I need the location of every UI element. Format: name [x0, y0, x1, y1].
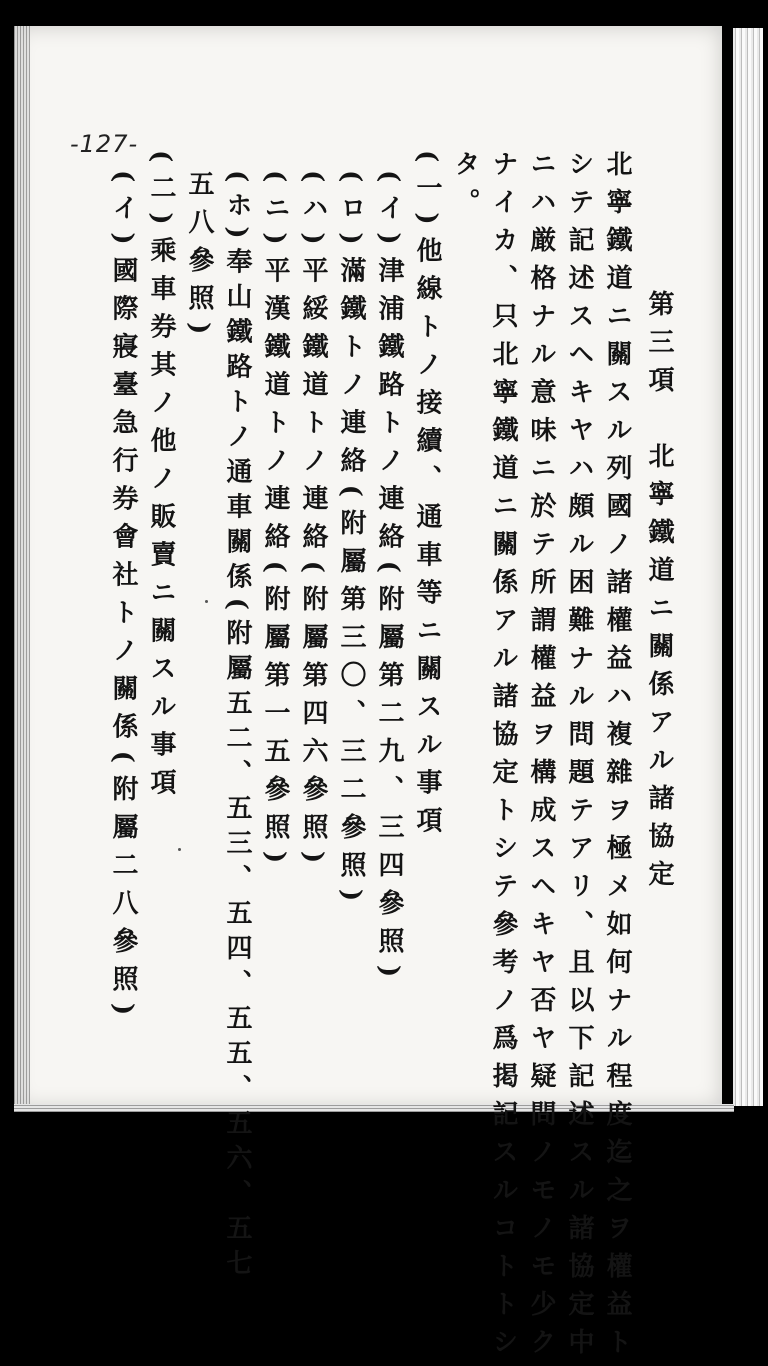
- section-heading: 第三項 北寧鐵道ニ關係アル諸協定: [644, 290, 674, 898]
- item-1-ho: (ホ)奉山鐵路トノ通車關係(附屬五二、五三、五四、五五、五六、五七: [222, 170, 252, 1284]
- book-spine-shadow: [14, 26, 30, 1108]
- body-line-4: ナイカ、只北寧鐵道ニ關係アル諸協定トシテ參考ノ爲掲記スルコトトシ: [488, 150, 518, 1366]
- page-edge-right: [733, 28, 763, 1106]
- page-speck: [205, 600, 208, 603]
- item-1-ho-continued: 五八參照): [184, 170, 214, 347]
- body-line-5: タ。: [450, 150, 480, 226]
- item-2-i: (イ)國際寢臺急行券會社トノ關係(附屬二八參照): [108, 170, 138, 1028]
- page-speck: [178, 848, 181, 851]
- item-1-ha: (ハ)平綏鐵道トノ連絡(附屬第四六參照): [298, 170, 328, 876]
- item-1-ro: (ロ)滿鐵トノ連絡(附屬第三〇、三二參照): [336, 170, 366, 914]
- body-line-3: ニハ厳格ナル意味ニ於テ所謂權益ヲ構成スヘキヤ否ヤ疑問ノモノモ少ク: [526, 150, 556, 1366]
- body-line-1: 北寧鐵道ニ關スル列國ノ諸權益ハ複雜ヲ極メ如何ナル程度迄之ヲ權益ト: [602, 150, 632, 1366]
- item-1-heading: (一)他線トノ接續、通車等ニ關スル事項: [412, 150, 442, 845]
- item-1-ni: (ニ)平漢鐵道トノ連絡(附屬第一五參照): [260, 170, 290, 876]
- page-number: -127-: [70, 130, 139, 158]
- body-line-2: シテ記述スヘキヤハ頗ル困難ナル問題テアリ、且以下記述スル諸協定中: [564, 150, 594, 1366]
- item-2-heading: (二)乘車券其ノ他ノ販賣ニ關スル事項: [146, 150, 176, 807]
- item-1-i: (イ)津浦鐵路トノ連絡(附屬第二九、三四參照): [374, 170, 404, 990]
